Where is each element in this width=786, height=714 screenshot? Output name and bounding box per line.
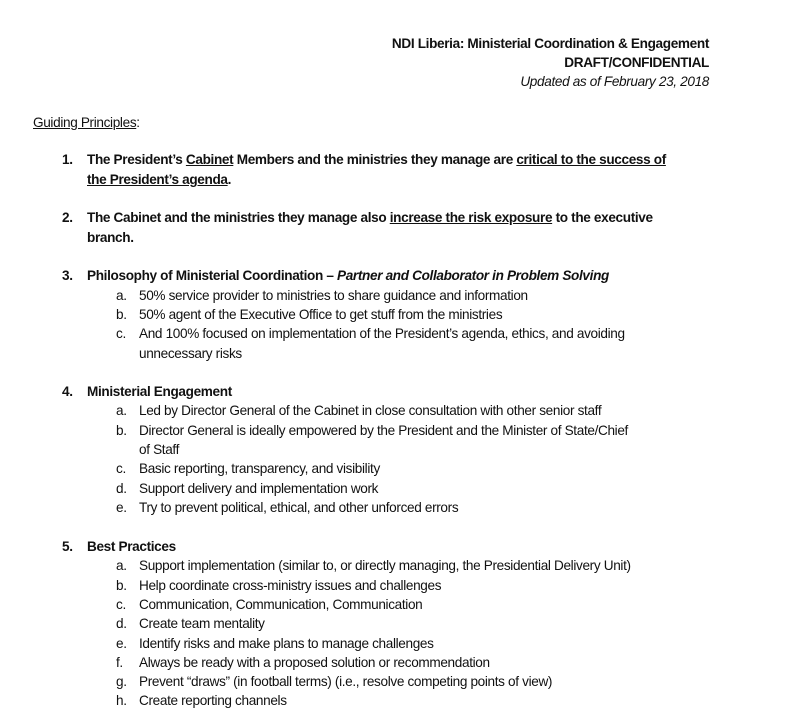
sub-item-letter: d.	[116, 481, 127, 496]
sub-item-letter: c.	[116, 597, 126, 612]
sub-item-text: Led by Director General of the Cabinet in close consultation with other senior staff	[139, 403, 602, 418]
sub-item-text: Identify risks and make plans to manage challenges	[139, 636, 434, 651]
sub-item-text-line-2: unnecessary risks	[139, 346, 242, 361]
sub-item-text: Create reporting channels	[139, 693, 287, 708]
sub-item-letter: a.	[116, 558, 127, 573]
sub-item-letter: c.	[116, 326, 126, 341]
item-number: 4.	[62, 384, 73, 399]
text-segment: to the executive	[552, 210, 653, 225]
underlined-segment: critical to the success of	[516, 152, 666, 167]
sub-item-text: Create team mentality	[139, 616, 265, 631]
text-segment: Members and the ministries they manage are	[233, 152, 517, 167]
sub-item-letter: b.	[116, 307, 127, 322]
sub-item-letter: a.	[116, 288, 127, 303]
section-heading-colon: :	[136, 115, 140, 130]
sub-item-text-line-2: of Staff	[139, 442, 180, 457]
underlined-segment: Cabinet	[185, 152, 234, 167]
sub-item-text: 50% service provider to ministries to share guidance and information	[139, 288, 528, 303]
underlined-segment: increase the risk exposure	[389, 210, 553, 225]
sub-item-letter: d.	[116, 616, 127, 631]
sub-item-letter: h.	[116, 693, 127, 708]
item-text	[87, 208, 653, 227]
sub-item-letter: b.	[116, 578, 127, 593]
italic-segment: Partner and Collaborator in Problem Solving	[337, 268, 609, 283]
sub-item-letter: e.	[116, 500, 127, 515]
sub-item-text: Director General is ideally empowered by the President and the Minister of State/Chief	[139, 423, 628, 438]
sub-item-letter: f.	[116, 655, 123, 670]
sub-item-letter: b.	[116, 423, 127, 438]
sub-item-text: Support delivery and implementation work	[139, 481, 379, 496]
confidentiality-label: DRAFT/CONFIDENTIAL	[564, 55, 709, 70]
section-heading	[33, 113, 140, 132]
item-text-line-2: branch.	[87, 230, 134, 245]
sub-item-text: Always be ready with a proposed solution or recommendation	[139, 655, 490, 670]
sub-item-letter: g.	[116, 674, 127, 689]
text-segment: .	[227, 172, 232, 187]
sub-item-text: Support implementation (similar to, or directly managing, the Presidential Delivery Unit)	[139, 558, 631, 573]
text-segment: The Cabinet and the ministries they manage also	[87, 210, 390, 225]
sub-item-letter: a.	[116, 403, 127, 418]
item-number: 1.	[62, 152, 73, 167]
item-number: 5.	[62, 539, 73, 554]
underlined-segment: the President’s agenda	[87, 172, 228, 187]
sub-item-text: Communication, Communication, Communication	[139, 597, 423, 612]
sub-item-text: Help coordinate cross-ministry issues and challenges	[139, 578, 442, 593]
sub-item-letter: c.	[116, 461, 126, 476]
item-text: Best Practices	[87, 539, 176, 554]
sub-item-text: Try to prevent political, ethical, and other unforced errors	[139, 500, 459, 515]
section-heading-text: Guiding Principles	[33, 115, 137, 130]
sub-item-letter: e.	[116, 636, 127, 651]
text-segment: The President’s	[87, 152, 186, 167]
sub-item-text: Prevent “draws” (in football terms) (i.e., resolve competing points of view)	[139, 674, 553, 689]
item-number: 3.	[62, 268, 73, 283]
item-text	[87, 266, 609, 285]
document-title: NDI Liberia: Ministerial Coordination & Engagement	[391, 36, 709, 51]
sub-item-text: Basic reporting, transparency, and visibility	[139, 461, 380, 476]
updated-date: Updated as of February 23, 2018	[520, 74, 709, 89]
item-text: Ministerial Engagement	[87, 384, 232, 399]
text-segment: Philosophy of Ministerial Coordination –	[87, 268, 337, 283]
sub-item-text: 50% agent of the Executive Office to get stuff from the ministries	[139, 307, 503, 322]
sub-item-text: And 100% focused on implementation of the President’s agenda, ethics, and avoiding	[139, 326, 625, 341]
item-text	[87, 150, 666, 169]
item-text-line-2	[87, 170, 231, 189]
item-number: 2.	[62, 210, 73, 225]
